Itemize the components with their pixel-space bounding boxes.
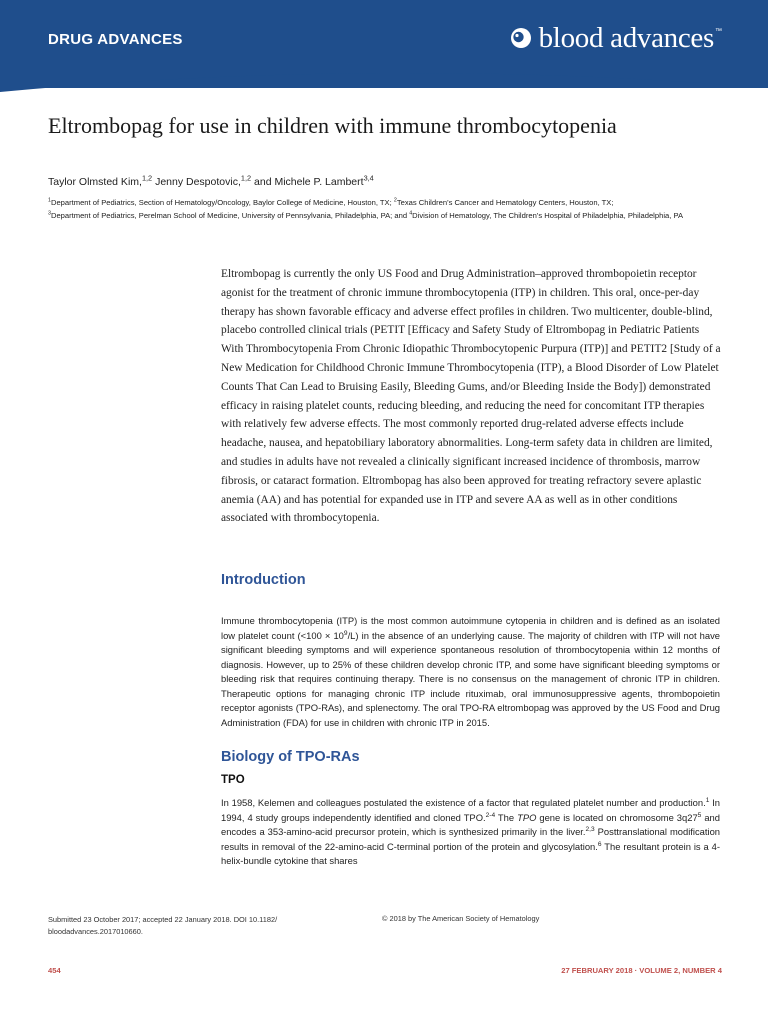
author-affiliation-sup: 3,4 (363, 173, 374, 183)
tpo-subheading: TPO (221, 774, 245, 786)
affiliation-sup: 3 (48, 210, 51, 217)
author-name: Taylor Olmsted Kim, (48, 176, 142, 188)
copyright-note: © 2018 by The American Society of Hematology (382, 914, 540, 923)
reference-sup: 5 (697, 811, 702, 819)
affiliation-text: Department of Pediatrics, Perelman School of Medicine, University of Pennsylvania, Philadelphia, PA; and (50, 211, 410, 221)
author-name: and Michele P. Lambert (251, 176, 364, 188)
tpo-paragraph (221, 796, 720, 869)
section-tag: DRUG ADVANCES (48, 31, 183, 48)
journal-brand (509, 18, 722, 58)
gene-name: TPO (517, 811, 537, 823)
page-number: 454 (48, 966, 61, 975)
tpo-text: Posttranslational modification results in removal of the 22-amino-acid C-terminal portion of the protein and glycosylation. (221, 826, 721, 852)
affiliation-text: Division of Hematology, The Children’s Hospital of Philadelphia, Philadelphia, PA (412, 211, 684, 221)
submission-text: Submitted 23 October 2017; accepted 22 January 2018. DOI 10.1182/ (48, 915, 278, 924)
author-affiliation-sup: 1,2 (141, 173, 153, 183)
tpo-text: The resultant protein is a 4-helix-bundle cytokine that shares (221, 840, 720, 866)
introduction-paragraph (221, 614, 720, 730)
tpo-text: gene is located on chromosome 3q27 (536, 811, 698, 823)
affiliation-text: Texas Children’s Cancer and Hematology Centers, Houston, TX; (396, 198, 614, 207)
blood-drop-logo-icon (509, 26, 533, 50)
journal-name: blood advances (538, 21, 714, 54)
author-name: Jenny Despotovic, (152, 176, 241, 188)
affiliations (48, 196, 728, 223)
affiliation-text: Department of Pediatrics, Section of Hematology/Oncology, Baylor College of Medicine, Houston, TX; (50, 198, 394, 207)
reference-sup: 2,3 (585, 825, 595, 833)
abstract: Eltrombopag is currently the only US Food and Drug Administration–approved thrombopoietin receptor agonist for the treatment of chronic immune thrombocytopenia (ITP) in children. This oral, once-per-day therapy has shown favorable efficacy and adverse effect profiles in children. Two multicenter, double-blind, placebo controlled clinical trials (PETIT [Efficacy and Safety Study of Eltrombopag in Pediatric Patients With Thrombocytopenia From Chronic Idiopathic Thrombocytopenic Purpura (ITP)] and PETIT2 [Study of a New Medication for Childhood Chronic Immune Thrombocytopenia (ITP), a Blood Disorder of Low Platelet Counts That Can Lead to Bruising Easily, Bleeding Gums, and/or Bleeding Inside the Body]) demonstrated efficacy in raising platelet counts, reducing bleeding, and reducing the need for concomitant ITP therapies with relatively few adverse effects. The most commonly reported drug-related adverse effects include headache, nausea, and hepatobiliary laboratory abnormalities. Long-term safety data in children are limited, and studies in adults have not revealed a clinically significant increased incidence of thrombosis, marrow fibrosis, or cataract formation. Eltrombopag has also been approved for treating refractory severe aplastic anemia (AA) and has potential for expanded use in ITP and severe AA as well as in other conditions associated with thrombocytopenia. (221, 268, 721, 525)
article-title: Eltrombopag for use in children with immune thrombocytopenia (48, 113, 617, 138)
tpo-text: In 1958, Kelemen and colleagues postulated the existence of a factor that regulated platelet number and production. (221, 797, 706, 808)
doi-text: bloodadvances.2017010660. (48, 927, 143, 936)
intro-text: /L) in the absence of an underlying cause. The majority of children with ITP will not have significant bleeding symptoms and will experience spontaneous resolution of thrombocytopenia within 12 months of diagnosis. However, up to 25% of these children develop chronic ITP, and some have significant bleeding symptoms or bleeding risk that requires continuing therapy. There is no consensus on the management of chronic ITP in children. Therapeutic options for managing chronic ITP include rituximab, oral immunosuppressive agents, thrombopoietin receptor agonists (TPO-RAs), and splenectomy. The oral TPO-RA eltrombopag was approved by the US Food and Drug Administration (FDA) for use in children with chronic ITP in 2015. (221, 629, 721, 728)
affiliation-sup: 2 (393, 197, 397, 204)
trademark-mark: ™ (715, 28, 722, 35)
reference-sup: 6 (597, 840, 602, 848)
reference-sup: 1 (705, 796, 710, 804)
introduction-heading: Introduction (221, 572, 306, 588)
tpo-text: and encodes a 353-amino-acid precursor protein, which is synthesized primarily in the liver. (221, 811, 720, 837)
tpo-text: In 1994, 4 study groups independently identified and cloned TPO. (221, 797, 720, 823)
intro-text: Immune thrombocytopenia (ITP) is the most common autoimmune cytopenia in children and is defined as an isolated low platelet count (<100 × 10 (221, 615, 720, 641)
submission-note (48, 914, 358, 938)
issue-info: 27 FEBRUARY 2018 · VOLUME 2, NUMBER 4 (561, 966, 722, 975)
affiliation-sup: 1 (48, 197, 51, 204)
tpo-text: The (495, 811, 518, 823)
author-list (48, 173, 728, 188)
affiliation-sup: 4 (409, 210, 413, 217)
header-curve-decoration (0, 62, 768, 96)
author-affiliation-sup: 1,2 (240, 173, 252, 183)
reference-sup: 2-4 (485, 811, 496, 819)
exponent: 9 (343, 629, 348, 637)
biology-heading: Biology of TPO-RAs (221, 749, 360, 765)
